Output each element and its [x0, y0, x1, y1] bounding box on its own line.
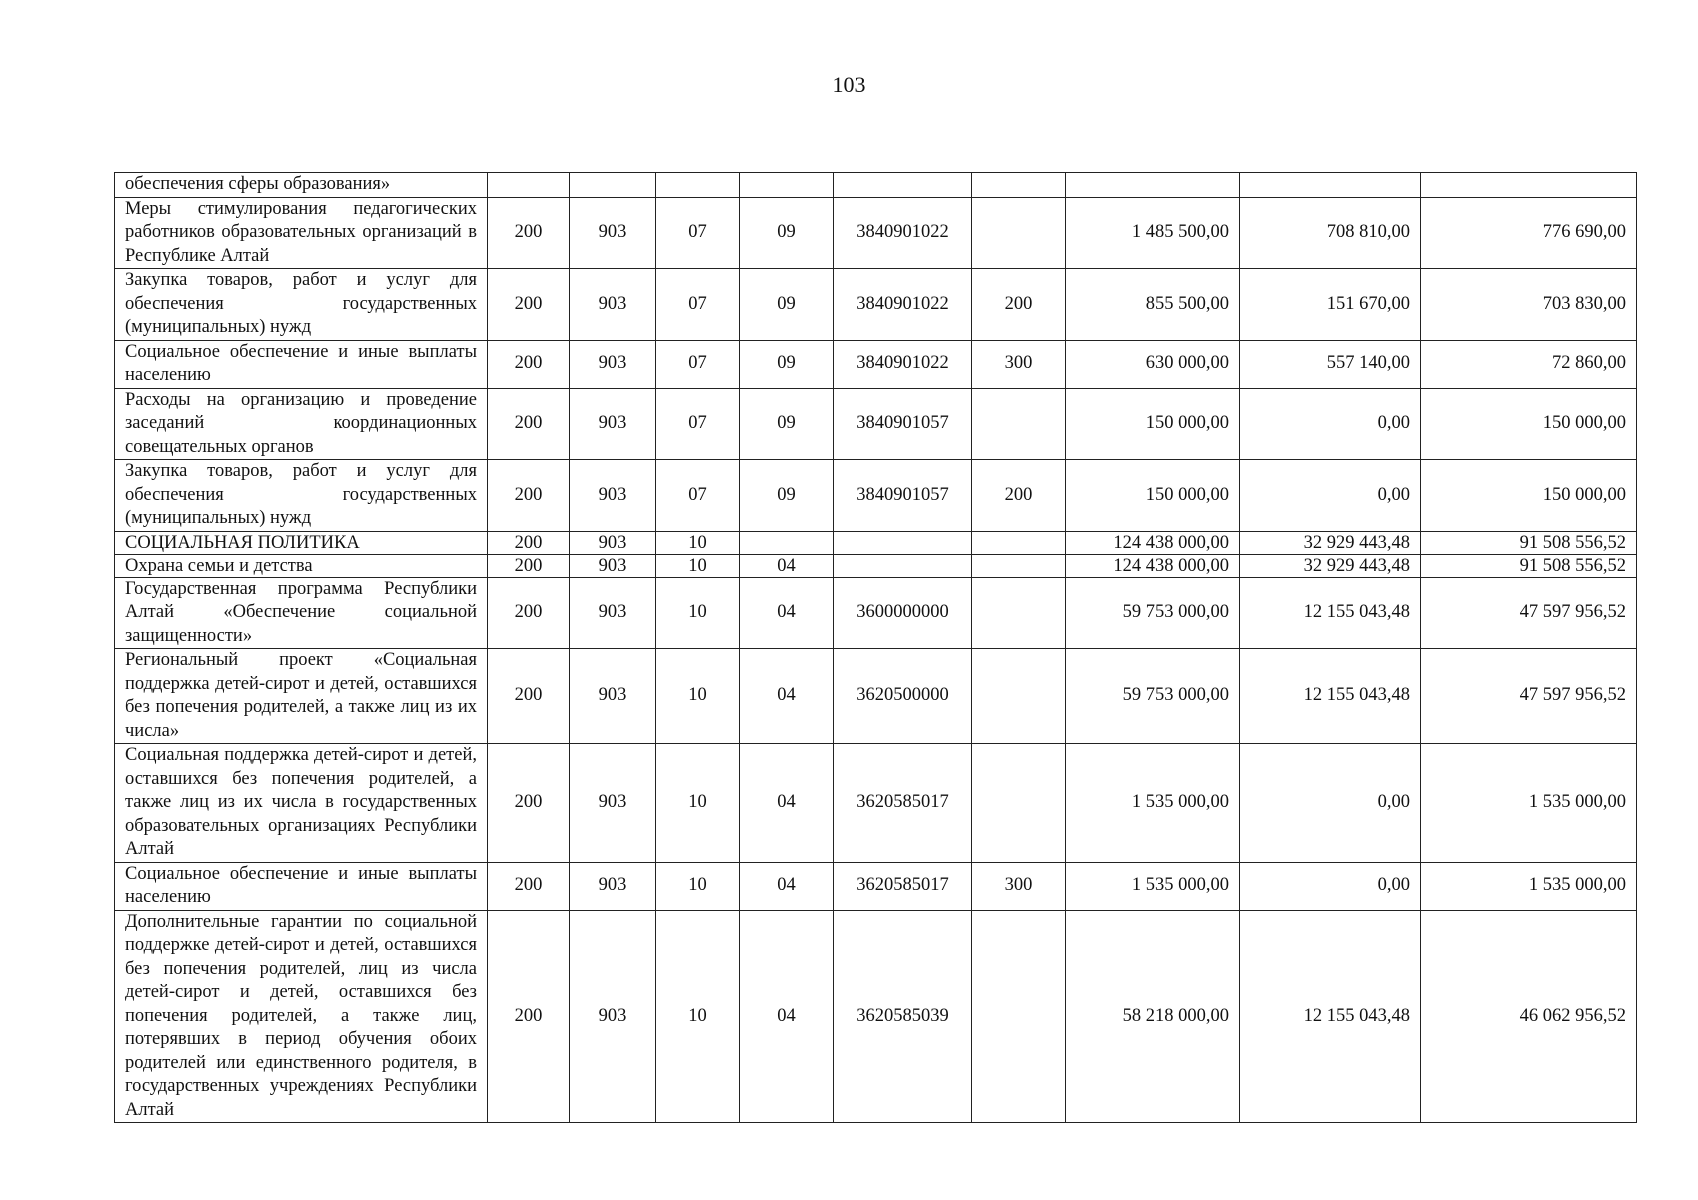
row-description: Расходы на организацию и проведение заседаний координационных совещательных органов [115, 388, 488, 460]
row-amount-2: 0,00 [1240, 744, 1421, 863]
row-expense-type: 200 [972, 269, 1066, 341]
row-code-1: 200 [488, 531, 570, 554]
row-target-article: 3620585017 [834, 862, 972, 910]
row-subsection [740, 531, 834, 554]
table-row [115, 862, 1637, 910]
row-amount-2: 0,00 [1240, 460, 1421, 532]
row-description: Социальная поддержка детей-сирот и детей, оставшихся без попечения родителей, а также лиц из их числа в государственных образовательных организациях Республики Алтай [115, 744, 488, 863]
row-target-article: 3620585039 [834, 910, 972, 1123]
row-amount-3: 776 690,00 [1421, 197, 1637, 269]
row-subsection: 09 [740, 269, 834, 341]
row-code-2: 903 [570, 910, 656, 1123]
row-description: СОЦИАЛЬНАЯ ПОЛИТИКА [115, 531, 488, 554]
row-expense-type [972, 173, 1066, 198]
row-section: 10 [656, 862, 740, 910]
row-amount-2: 151 670,00 [1240, 269, 1421, 341]
row-amount-3: 703 830,00 [1421, 269, 1637, 341]
table-row [115, 388, 1637, 460]
row-amount-1: 59 753 000,00 [1066, 577, 1240, 649]
row-amount-2: 0,00 [1240, 388, 1421, 460]
row-target-article: 3840901022 [834, 197, 972, 269]
row-description: Охрана семьи и детства [115, 554, 488, 577]
row-code-2: 903 [570, 862, 656, 910]
row-code-1: 200 [488, 197, 570, 269]
row-expense-type: 300 [972, 862, 1066, 910]
row-subsection: 09 [740, 340, 834, 388]
page-number: 103 [832, 72, 866, 97]
table-row [115, 197, 1637, 269]
row-amount-3: 72 860,00 [1421, 340, 1637, 388]
row-amount-1: 1 485 500,00 [1066, 197, 1240, 269]
row-code-2: 903 [570, 340, 656, 388]
row-code-2 [570, 173, 656, 198]
row-subsection: 09 [740, 197, 834, 269]
row-section: 07 [656, 197, 740, 269]
table-row [115, 910, 1637, 1123]
row-code-2: 903 [570, 649, 656, 744]
row-code-1: 200 [488, 649, 570, 744]
row-amount-1: 150 000,00 [1066, 460, 1240, 532]
row-amount-2: 12 155 043,48 [1240, 910, 1421, 1123]
row-code-2: 903 [570, 531, 656, 554]
row-code-1: 200 [488, 340, 570, 388]
row-amount-2: 32 929 443,48 [1240, 531, 1421, 554]
row-code-2: 903 [570, 460, 656, 532]
row-subsection: 04 [740, 910, 834, 1123]
row-amount-3: 150 000,00 [1421, 388, 1637, 460]
row-subsection: 04 [740, 554, 834, 577]
row-section: 10 [656, 910, 740, 1123]
row-subsection: 09 [740, 460, 834, 532]
table-row [115, 460, 1637, 532]
row-amount-3: 1 535 000,00 [1421, 744, 1637, 863]
row-amount-2: 0,00 [1240, 862, 1421, 910]
row-section: 10 [656, 531, 740, 554]
row-subsection [740, 173, 834, 198]
row-code-2: 903 [570, 744, 656, 863]
row-subsection: 04 [740, 649, 834, 744]
row-amount-2: 32 929 443,48 [1240, 554, 1421, 577]
row-expense-type: 300 [972, 340, 1066, 388]
row-subsection: 09 [740, 388, 834, 460]
row-amount-1: 59 753 000,00 [1066, 649, 1240, 744]
row-code-2: 903 [570, 388, 656, 460]
row-code-2: 903 [570, 577, 656, 649]
row-expense-type: 200 [972, 460, 1066, 532]
row-target-article: 3600000000 [834, 577, 972, 649]
row-description: Закупка товаров, работ и услуг для обеспечения государственных (муниципальных) нужд [115, 460, 488, 532]
row-amount-2: 557 140,00 [1240, 340, 1421, 388]
row-description: Региональный проект «Социальная поддержка детей-сирот и детей, оставшихся без попечения родителей, а также лиц из их числа» [115, 649, 488, 744]
row-amount-2: 12 155 043,48 [1240, 577, 1421, 649]
row-code-1: 200 [488, 577, 570, 649]
row-target-article: 3840901057 [834, 460, 972, 532]
budget-table [114, 172, 1637, 1123]
row-amount-2: 708 810,00 [1240, 197, 1421, 269]
row-amount-3 [1421, 173, 1637, 198]
row-section [656, 173, 740, 198]
row-subsection: 04 [740, 577, 834, 649]
row-code-2: 903 [570, 269, 656, 341]
row-expense-type [972, 744, 1066, 863]
row-code-1: 200 [488, 269, 570, 341]
row-target-article [834, 173, 972, 198]
row-amount-1 [1066, 173, 1240, 198]
table-row [115, 577, 1637, 649]
row-section: 07 [656, 340, 740, 388]
row-code-1 [488, 173, 570, 198]
row-code-1: 200 [488, 460, 570, 532]
row-description: обеспечения сферы образования» [115, 173, 488, 198]
row-amount-3: 150 000,00 [1421, 460, 1637, 532]
row-amount-1: 58 218 000,00 [1066, 910, 1240, 1123]
row-amount-3: 46 062 956,52 [1421, 910, 1637, 1123]
row-subsection: 04 [740, 862, 834, 910]
row-description: Дополнительные гарантии по социальной поддержке детей-сирот и детей, оставшихся без попечения родителей, лиц из числа детей-сирот и детей, оставшихся без попечения родителей, а также лиц, потерявших в период обучения обоих родителей или единственного родителя, в государственных учреждениях Республики Алтай [115, 910, 488, 1123]
row-expense-type [972, 649, 1066, 744]
row-amount-1: 1 535 000,00 [1066, 744, 1240, 863]
row-amount-1: 150 000,00 [1066, 388, 1240, 460]
row-amount-1: 630 000,00 [1066, 340, 1240, 388]
row-amount-1: 1 535 000,00 [1066, 862, 1240, 910]
row-code-1: 200 [488, 554, 570, 577]
table-row [115, 173, 1637, 198]
row-section: 07 [656, 388, 740, 460]
table-row [115, 340, 1637, 388]
table-row [115, 649, 1637, 744]
row-code-2: 903 [570, 197, 656, 269]
row-expense-type [972, 197, 1066, 269]
row-section: 10 [656, 577, 740, 649]
row-expense-type [972, 577, 1066, 649]
row-amount-1: 124 438 000,00 [1066, 554, 1240, 577]
row-description: Социальное обеспечение и иные выплаты населению [115, 340, 488, 388]
row-expense-type [972, 388, 1066, 460]
row-target-article: 3840901022 [834, 269, 972, 341]
row-section: 07 [656, 269, 740, 341]
row-code-1: 200 [488, 744, 570, 863]
table-row [115, 554, 1637, 577]
row-amount-3: 91 508 556,52 [1421, 531, 1637, 554]
row-code-1: 200 [488, 388, 570, 460]
row-amount-1: 855 500,00 [1066, 269, 1240, 341]
row-target-article: 3840901022 [834, 340, 972, 388]
table-row [115, 531, 1637, 554]
row-amount-3: 1 535 000,00 [1421, 862, 1637, 910]
row-target-article: 3840901057 [834, 388, 972, 460]
row-section: 07 [656, 460, 740, 532]
table-body [115, 173, 1637, 1123]
row-code-1: 200 [488, 910, 570, 1123]
row-amount-3: 47 597 956,52 [1421, 649, 1637, 744]
row-amount-3: 47 597 956,52 [1421, 577, 1637, 649]
row-description: Социальное обеспечение и иные выплаты населению [115, 862, 488, 910]
row-expense-type [972, 910, 1066, 1123]
row-section: 10 [656, 649, 740, 744]
row-amount-2: 12 155 043,48 [1240, 649, 1421, 744]
row-description: Государственная программа Республики Алтай «Обеспечение социальной защищенности» [115, 577, 488, 649]
row-section: 10 [656, 744, 740, 863]
row-subsection: 04 [740, 744, 834, 863]
row-description: Меры стимулирования педагогических работников образовательных организаций в Республике Алтай [115, 197, 488, 269]
row-target-article [834, 531, 972, 554]
row-amount-3: 91 508 556,52 [1421, 554, 1637, 577]
row-amount-1: 124 438 000,00 [1066, 531, 1240, 554]
row-description: Закупка товаров, работ и услуг для обеспечения государственных (муниципальных) нужд [115, 269, 488, 341]
row-section: 10 [656, 554, 740, 577]
row-amount-2 [1240, 173, 1421, 198]
row-target-article [834, 554, 972, 577]
row-code-2: 903 [570, 554, 656, 577]
table-row [115, 269, 1637, 341]
row-expense-type [972, 531, 1066, 554]
row-expense-type [972, 554, 1066, 577]
table-row [115, 744, 1637, 863]
row-target-article: 3620500000 [834, 649, 972, 744]
row-code-1: 200 [488, 862, 570, 910]
row-target-article: 3620585017 [834, 744, 972, 863]
